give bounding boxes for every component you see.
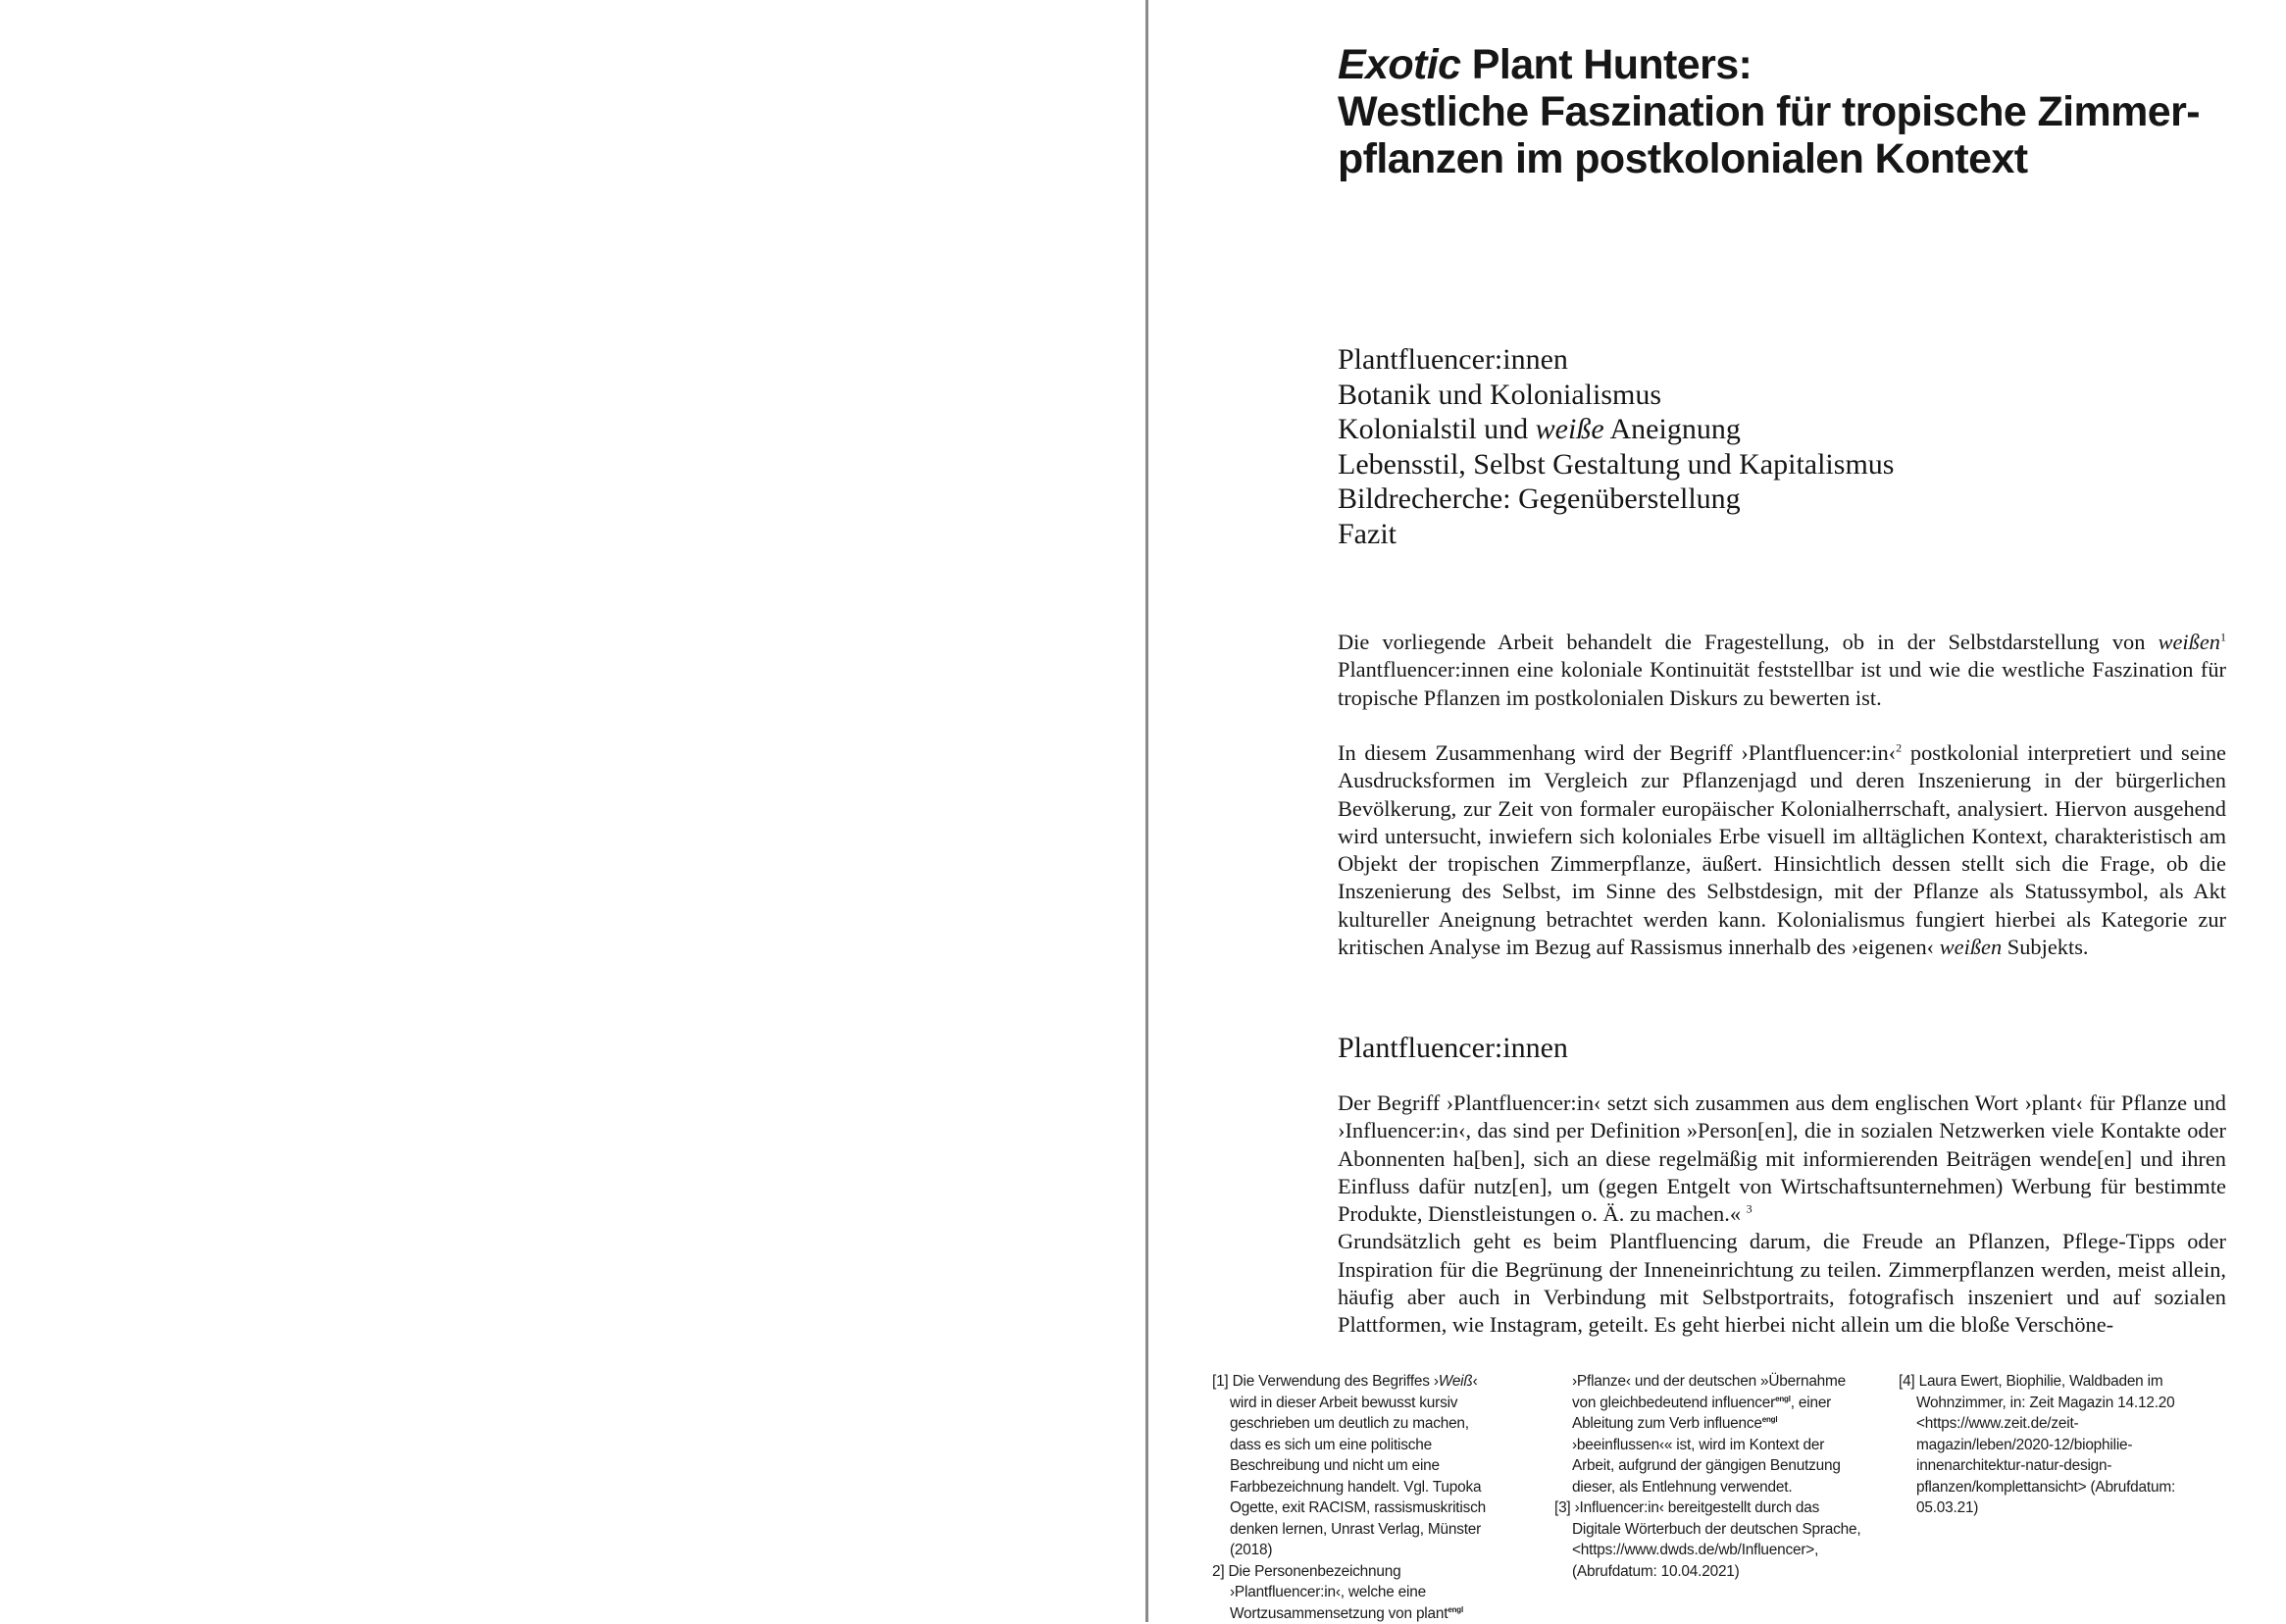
title-line1: Plant Hunters: bbox=[1460, 41, 1752, 88]
title-line2: Westliche Faszination für tropische Zimmer- bbox=[1338, 88, 2220, 135]
footnote-ref-3: 3 bbox=[1747, 1202, 1753, 1216]
section-heading: Plantfluencer:innen bbox=[1338, 1031, 1568, 1066]
footnote-ref-2: 2 bbox=[1896, 741, 1902, 755]
toc-item: Bildrecherche: Gegenüberstellung bbox=[1338, 482, 1894, 517]
footnote-3: [3] ›Influencer:in‹ bereitgestellt durch das Digitale Wörterbuch der deutschen Sprache, <https://www.dwds.de/wb/Influencer>, (Abrufdatum: 10.04.2021) bbox=[1554, 1497, 1868, 1582]
section-paragraph: Der Begriff ›Plantfluencer:in‹ setzt sich zusammen aus dem englischen Wort ›plant‹ für Pflanze und ›Influencer:in‹, das sind per Definition »Person[en], die in sozialen Netzwerken viele Kontakte oder Abonnenten ha[ben], sich an diese regelmäßig mit informierenden Beiträgen wende[en] und ihren Einfluss dafür nutz[en], um (gegen Entgelt von Wirtschaftsunternehmen) Werbung für bestimmte Produkte, Dienstleistungen o. Ä. zu machen.« $^3$ Grundsätzlich geht es beim Plantfluencing darum, die Freude an Pflanzen, Pflege-Tipps oder Inspiration für die Begrünung der Inneneinrichtung zu teilen. Zimmerpflanzen werden, meist allein, häufig aber auch in Verbindung mit Selbstportraits, fotografisch inszeniert und auf sozialen Plattformen, wie Instagram, geteilt. Es geht hierbei nicht allein um die bloße Verschöne- bbox=[1338, 1090, 2226, 1340]
footnotes-column-2 bbox=[1554, 1371, 1868, 1582]
footnote-ref-1: 1 bbox=[2220, 631, 2226, 644]
toc-item: Plantfluencer:innen bbox=[1338, 342, 1894, 378]
emphasis-italic: weißen bbox=[2159, 630, 2220, 654]
title-line3: pflanzen im postkolonialen Kontext bbox=[1338, 135, 2220, 182]
page-gutter-divider bbox=[1145, 0, 1148, 1622]
intro-paragraph-2: In diesem Zusammenhang wird der Begriff ›Plantfluencer:in‹$^2$ postkolonial interpretiert und seine Ausdrucksformen im Vergleich zur Pflanzenjagd und deren Inszenierung in der bürgerlichen Bevölkerung, zur Zeit von formaler europäischer Kolonialherrschaft, analysiert. Hiervon ausgehend wird untersucht, inwiefern sich koloniales Erbe visuell im alltäglichen Kontext, charakteristisch am Objekt der tropischen Zimmerpflanze, äußert. Hinsichtlich dessen stellt sich die Frage, ob die Inszenierung des Selbst, im Sinne des Selbstdesign, mit der Pflanze als Statussymbol, als Akt kultureller Aneignung betrachtet werden kann. Kolonialismus fungiert hierbei als Kategorie zur kritischen Analyse im Bezug auf Rassismus innerhalb des ›eigenen‹ weißen Subjekts. bbox=[1338, 739, 2226, 961]
footnotes-column-1 bbox=[1212, 1371, 1497, 1624]
footnote-1: [1] Die Verwendung des Begriffes ›Weiß‹ wird in dieser Arbeit bewusst kursiv geschrieben um deutlich zu machen, dass es sich um eine politische Beschreibung und nicht um eine Farbbezeichnung handelt. Vgl. Tupoka Ogette, exit RACISM, rassismuskritisch denken lernen, Unrast Verlag, Münster (2018) bbox=[1212, 1371, 1497, 1561]
footnotes-column-3 bbox=[1899, 1371, 2212, 1519]
emphasis-italic: weißen bbox=[1940, 935, 2002, 959]
footnote-2-continued: ›Pflanze‹ und der deutschen »Übernahme von gleichbedeutend influencer$^{engl}$, einer Ableitung zum Verb influence$^{engl}$ ›beeinflussen‹« ist, wird im Kontext der Arbeit, aufgrund der gängigen Benutzung dieser, als Entlehnung verwendet. bbox=[1554, 1371, 1868, 1497]
toc-item: Lebensstil, Selbst Gestaltung und Kapitalismus bbox=[1338, 447, 1894, 482]
toc-item: Fazit bbox=[1338, 517, 1894, 552]
title-italic-word: Exotic bbox=[1338, 41, 1460, 88]
footnote-2: 2] Die Personenbezeichnung ›Plantfluencer:in‹, welche eine Wortzusammensetzung von plant$^{engl}$ bbox=[1212, 1561, 1497, 1624]
document-title bbox=[1338, 41, 2220, 182]
toc-item: Botanik und Kolonialismus bbox=[1338, 378, 1894, 413]
toc-item: Kolonialstil und weiße Aneignung bbox=[1338, 412, 1894, 447]
table-of-contents bbox=[1338, 342, 1894, 551]
toc-emphasis-italic: weiße bbox=[1536, 413, 1604, 445]
footnote-4: [4] Laura Ewert, Biophilie, Waldbaden im Wohnzimmer, in: Zeit Magazin 14.12.20 <https://www.zeit.de/zeit-magazin/leben/2020-12/biophilie-innenarchitektur-natur-design-pflanzen/komplettansicht> (Abrufdatum: 05.03.21) bbox=[1899, 1371, 2212, 1519]
intro-paragraph-1: Die vorliegende Arbeit behandelt die Fragestellung, ob in der Selbstdarstellung von weißen$^1$ Plantfluencer:innen eine koloniale Kontinuität feststellbar ist und wie die westliche Faszination für tropische Pflanzen im postkolonialen Diskurs zu bewerten ist. bbox=[1338, 629, 2226, 712]
